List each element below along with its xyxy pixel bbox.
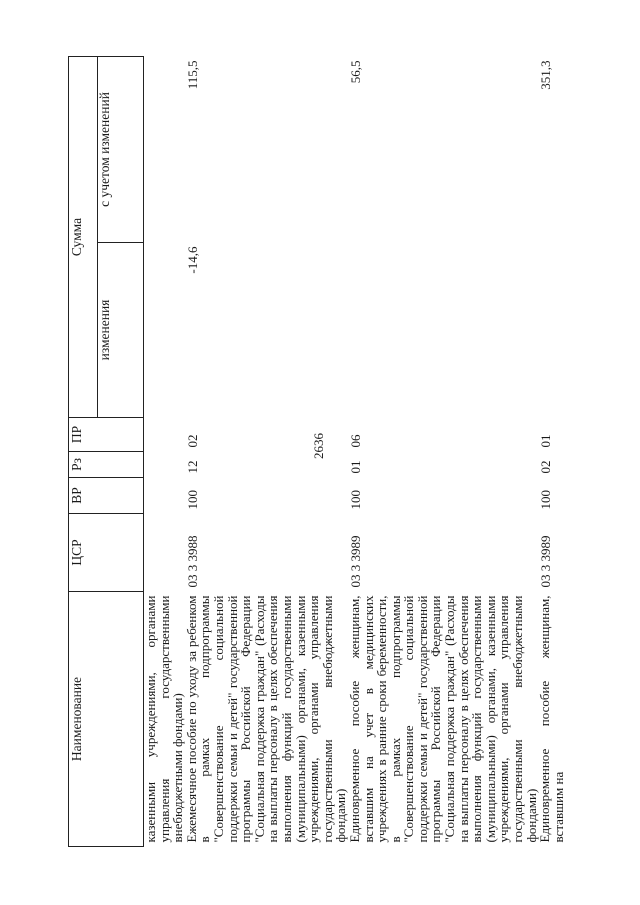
row-csr (144, 514, 185, 592)
row-total: 351,3 (538, 60, 554, 90)
row-rz: 02 (538, 460, 554, 474)
row-vr: 100 (538, 490, 554, 510)
header-rz: Рз (69, 452, 144, 478)
table-row (348, 56, 538, 846)
row-rz (144, 452, 185, 478)
header-changes: изменения (98, 243, 144, 418)
table-body (144, 56, 566, 846)
budget-table (68, 56, 565, 847)
row-name: Единовременное пособие женщинам, вставшим на учет в медицинских учреждениях в ранние сроки беременности, в рамках подпрограммы "Совершенствование социальной поддержки семьи и детей" государственной программы Российской Федерации "Социальная поддержка граждан" (Расходы на выплаты персоналу в целях обеспечения выполнения функций государственными (муниципальными) органами, казенными учреждениями, органами управления государственными внебюджетными фондами) (346, 595, 539, 843)
header-vr: ВР (69, 478, 144, 514)
row-pr: 01 (538, 434, 554, 448)
row-vr: 100 (184, 490, 200, 510)
row-csr: 03 3 3989 (538, 535, 554, 588)
row-pr (144, 418, 185, 452)
row-rz: 01 (347, 460, 363, 474)
row-change (144, 243, 185, 418)
row-total: 115,5 (184, 60, 200, 90)
header-pr: ПР (69, 418, 144, 452)
rotated-table-wrapper (68, 57, 613, 847)
row-csr: 03 3 3989 (347, 535, 363, 588)
row-change (538, 243, 565, 418)
row-vr (144, 478, 185, 514)
row-change: -14,6 (184, 246, 200, 274)
row-csr: 03 3 3988 (184, 535, 200, 588)
table-row (538, 56, 565, 846)
row-rz: 12 (184, 460, 200, 474)
header-csr: ЦСР (69, 514, 144, 592)
row-total: 56,5 (347, 60, 363, 84)
page-number: 2636 (311, 433, 326, 459)
header-with-changes: с учетом изменений (98, 56, 144, 242)
header-name: Наименование (69, 592, 144, 847)
table-row (185, 56, 348, 846)
row-change (348, 243, 538, 418)
header-row (69, 56, 98, 846)
row-pr: 06 (347, 434, 363, 448)
header-sum: Сумма (69, 56, 98, 417)
row-name: Единовременное пособие женщинам, вставшим на (537, 595, 566, 843)
row-total (144, 56, 185, 242)
table-row (144, 56, 185, 846)
row-name: казенными учреждениями, органами управления государственными внебюджетными фондами) (143, 595, 186, 843)
row-vr: 100 (347, 490, 363, 510)
row-pr: 02 (184, 434, 200, 448)
row-name: Ежемесячное пособие по уходу за ребенком в рамках подпрограммы "Совершенствование социальной поддержки семьи и детей" государственной программы Российской Федерации "Социальная поддержка граждан" (Расходы на выплаты персоналу в целях обеспечения выполнения функций государственными (муниципальными) органами, казенными учреждениями, органами управления государственными внебюджетными фондами) (183, 595, 349, 843)
